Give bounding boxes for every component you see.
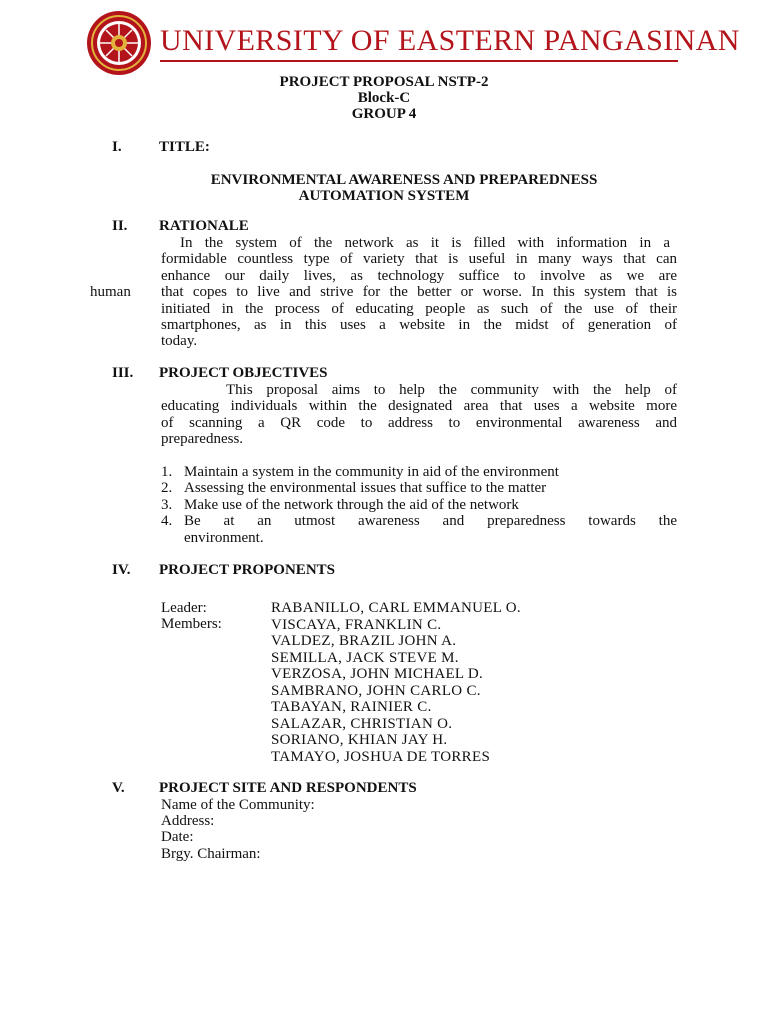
list-text: Make use of the network through the aid of the network (184, 496, 519, 513)
date-field: Date: (161, 829, 194, 846)
paragraph-line: that copes to live and strive for the better or worse. In this system that is (161, 284, 677, 301)
proposal-heading: PROJECT PROPOSAL NSTP-2 (279, 74, 489, 90)
list-text: Maintain a system in the community in aid of the environment (184, 464, 559, 480)
paragraph-line: In the system of the network as it is filled with information in a (180, 235, 670, 251)
list-number: 3. (161, 496, 173, 513)
university-header (86, 8, 740, 70)
university-seal-icon (86, 10, 152, 76)
member-name: SORIANO, KHIAN JAY H. (271, 732, 448, 748)
member-name: TABAYAN, RAINIER C. (271, 699, 432, 715)
member-name: VISCAYA, FRANKLIN C. (271, 616, 442, 633)
rationale-paragraph (161, 235, 677, 350)
member-name: TAMAYO, JOSHUA DE TORRES (271, 748, 491, 765)
member-name: VERZOSA, JOHN MICHAEL D. (271, 666, 484, 682)
paragraph-line: smartphones, as in this uses a website in the midst of generation of (161, 317, 677, 334)
list-number: 4. (161, 513, 173, 530)
section-site-label: PROJECT SITE AND RESPONDENTS (159, 780, 417, 796)
list-text: Assessing the environmental issues that suffice to the matter (184, 480, 547, 497)
section-rationale-label: RATIONALE (159, 218, 249, 234)
members-label: Members: (161, 616, 222, 632)
leader-name: RABANILLO, CARL EMMANUEL O. (271, 600, 521, 616)
list-number: 2. (161, 480, 173, 497)
list-item (161, 513, 677, 546)
list-item (161, 480, 677, 496)
paragraph-line: today. (161, 333, 198, 350)
section-objectives-label: PROJECT OBJECTIVES (159, 365, 328, 381)
list-text-continued: environment. (184, 529, 264, 546)
paragraph-line: of scanning a QR code to address to environmental awareness and (161, 414, 677, 431)
community-name-field: Name of the Community: (161, 797, 315, 813)
university-name: UNIVERSITY OF EASTERN PANGASINAN (160, 24, 740, 57)
member-name: VALDEZ, BRAZIL JOHN A. (271, 633, 457, 649)
member-name: SALAZAR, CHRISTIAN O. (271, 715, 453, 732)
list-number: 1. (161, 464, 173, 480)
address-field: Address: (161, 813, 215, 830)
section-numeral: III. (112, 365, 134, 381)
member-name: SEMILLA, JACK STEVE M. (271, 649, 459, 666)
margin-word: human (90, 284, 131, 300)
brgy-chairman-field: Brgy. Chairman: (161, 845, 261, 862)
section-numeral: II. (112, 218, 128, 234)
proponents-names (271, 600, 521, 765)
paragraph-line: This proposal aims to help the community with the help of (226, 382, 677, 398)
section-numeral: I. (112, 139, 122, 155)
block-heading: Block-C (357, 90, 411, 106)
member-name: SAMBRANO, JOHN CARLO C. (271, 682, 481, 699)
paragraph-line: formidable countless type of variety that is useful in many ways that can (161, 251, 677, 268)
site-fields (161, 797, 315, 862)
group-heading: GROUP 4 (351, 106, 417, 122)
paragraph-line: initiated in the process of educating people as such of the use of their (161, 300, 677, 317)
project-title-line1: ENVIRONMENTAL AWARENESS AND PREPAREDNESS (210, 172, 598, 188)
list-text: Be at an utmost awareness and preparedness towards the (184, 513, 677, 530)
project-title-line2: AUTOMATION SYSTEM (298, 188, 470, 204)
leader-label: Leader: (161, 600, 207, 616)
paragraph-line: educating individuals within the designated area that uses a website more (161, 398, 677, 415)
section-numeral: V. (112, 780, 125, 796)
list-item (161, 497, 677, 513)
objectives-paragraph (161, 382, 677, 448)
header-underline (160, 60, 678, 62)
paragraph-line: enhance our daily lives, as technology suffice to involve as we are (161, 267, 677, 284)
section-numeral: IV. (112, 562, 131, 578)
objectives-list (161, 464, 677, 546)
section-title-label: TITLE: (159, 139, 210, 155)
paragraph-line: preparedness. (161, 431, 244, 448)
section-proponents-label: PROJECT PROPONENTS (159, 562, 335, 578)
list-item (161, 464, 677, 480)
